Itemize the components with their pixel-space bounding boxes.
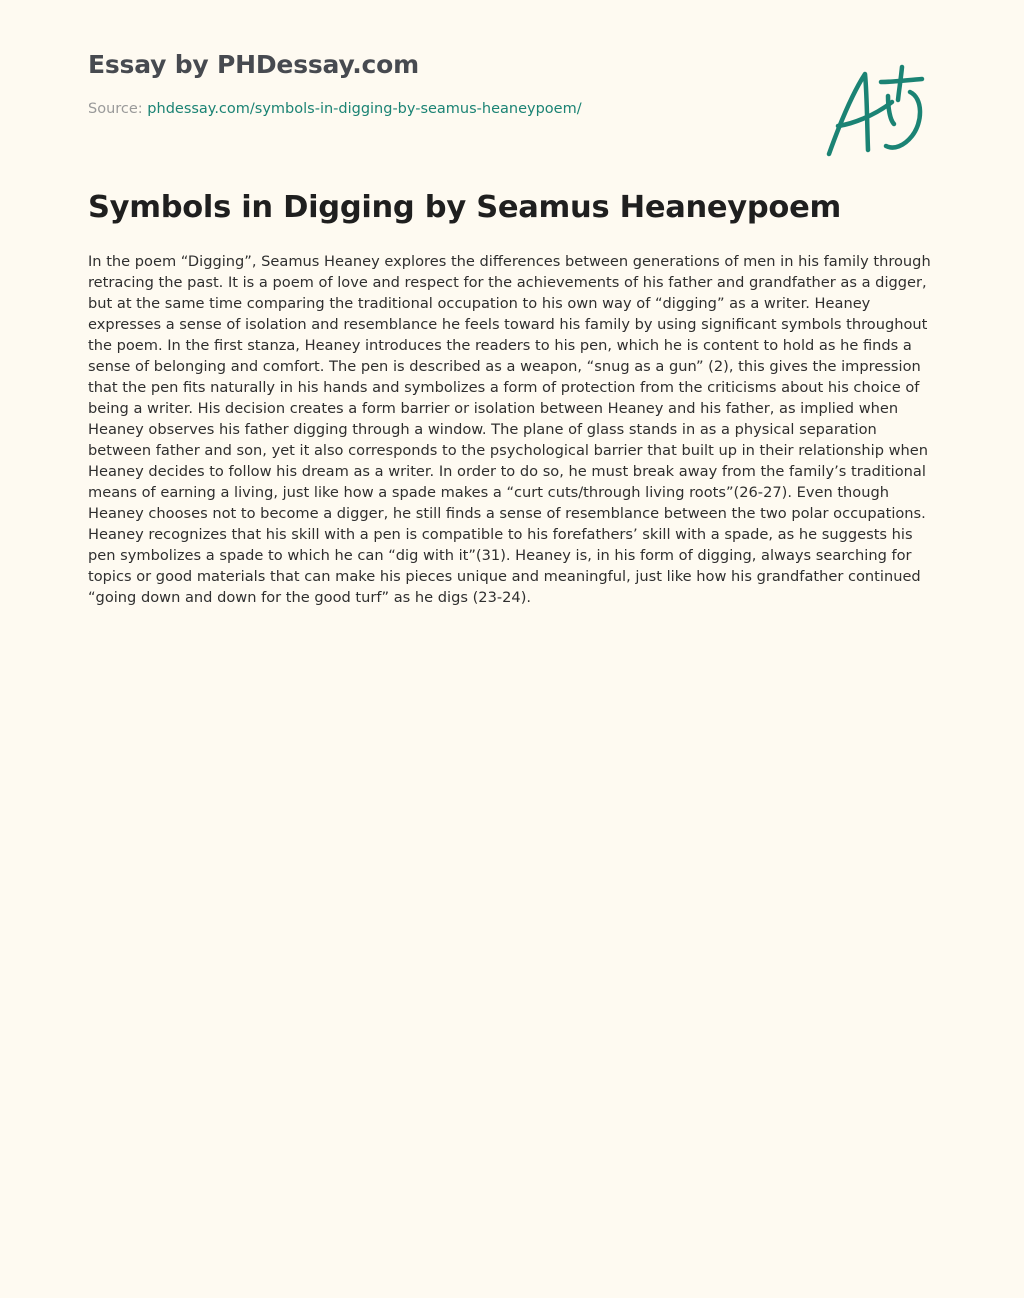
source-label: Source: — [88, 101, 148, 117]
source-line — [88, 101, 582, 117]
a-plus-grade-icon — [822, 64, 928, 160]
site-brand: Essay by PHDessay.com — [88, 50, 419, 79]
essay-title: Symbols in Digging by Seamus Heaneypoem — [88, 190, 841, 225]
source-link[interactable]: phdessay.com/symbols-in-digging-by-seamus-heaneypoem/ — [147, 101, 582, 117]
essay-body: In the poem “Digging”, Seamus Heaney explores the differences between generations of men in his family through retracing the past. It is a poem of love and respect for the achievements of his father and grandfather as a digger, but at the same time comparing the traditional occupation to his own way of “digging” as a writer. Heaney expresses a sense of isolation and resemblance he feels toward his family by using significant symbols throughout the poem. In the first stanza, Heaney introduces the readers to his pen, which he is content to hold as he finds a sense of belonging and comfort. The pen is described as a weapon, “snug as a gun” (2), this gives the impression that the pen fits naturally in his hands and symbolizes a form of protection from the criticisms about his choice of being a writer. His decision creates a form barrier or isolation between Heaney and his father, as implied when Heaney observes his father digging through a window. The plane of glass stands in as a physical separation between father and son, yet it also corresponds to the psychological barrier that built up in their relationship when Heaney decides to follow his dream as a writer. In order to do so, he must break away from the family’s traditional means of earning a living, just like how a spade makes a “curt cuts/through living roots”(26-27). Even though Heaney chooses not to become a digger, he still finds a sense of resemblance between the two polar occupations. Heaney recognizes that his skill with a pen is compatible to his forefathers’ skill with a spade, as he suggests his pen symbolizes a spade to which he can “dig with it”(31). Heaney is, in his form of digging, always searching for topics or good materials that can make his pieces unique and meaningful, just like how his grandfather continued “going down and down for the good turf” as he digs (23-24). — [88, 253, 931, 606]
